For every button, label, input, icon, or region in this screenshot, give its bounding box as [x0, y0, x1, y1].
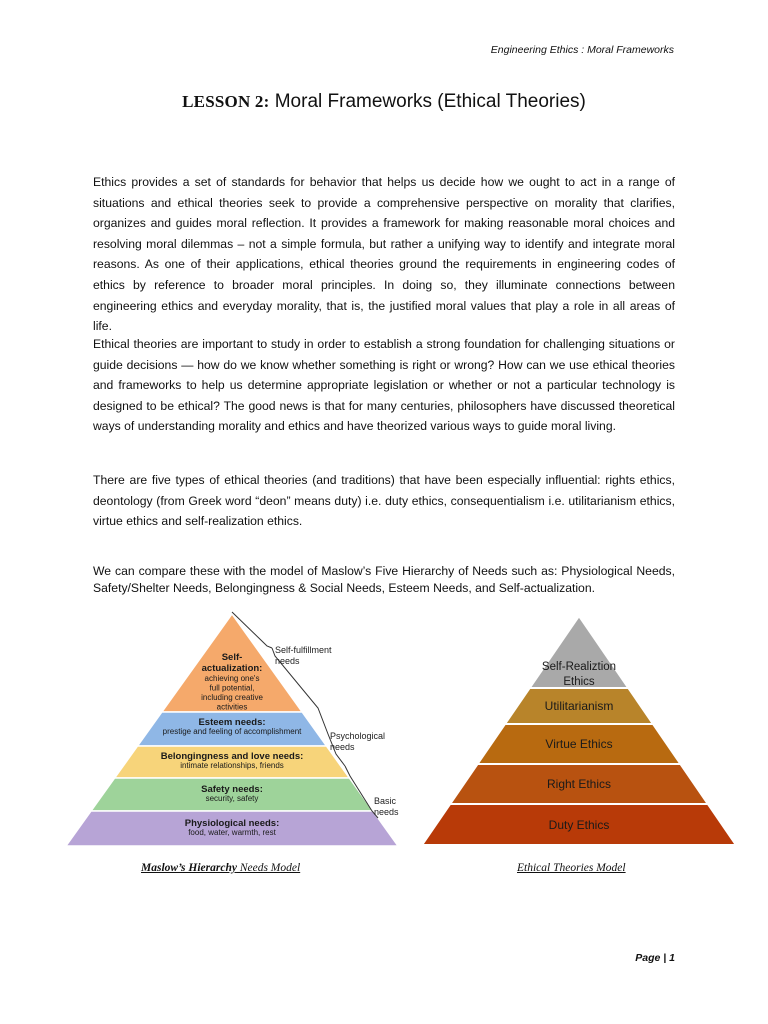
maslow-pyramid-diagram — [60, 606, 405, 848]
ethical-theories-pyramid — [420, 614, 738, 848]
maslow-level-desc: security, safety — [205, 794, 259, 803]
maslow-level-title: actualization: — [201, 663, 263, 674]
maslow-level-desc: including creative — [201, 693, 263, 702]
page-number: Page | 1 — [635, 952, 675, 964]
bracket-label-psychological-2: needs — [330, 742, 355, 752]
maslow-level-title: Esteem needs: — [198, 717, 266, 728]
caption-ethical-theories: Ethical Theories Model — [517, 862, 626, 874]
ethics-level-label: Ethics — [563, 676, 595, 688]
maslow-level-title: Safety needs: — [201, 784, 263, 795]
maslow-level-desc: full potential, — [209, 683, 255, 693]
lesson-label: LESSON 2: — [182, 92, 270, 111]
paragraph-importance: Ethical theories are important to study in order to establish a strong foundation for challenging situations or guide decisions — how do we know whether something is right or wrong? How can we use ethical theories and frameworks to help us determine appropriate legislation or whether or not a particular technology is designed to be ethical? The good news is that for many centuries, philosophers have discussed theoretical ways of understanding morality and ethics and have theorized various ways to guide moral living. — [93, 337, 675, 434]
ethics-level-label: Right Ethics — [546, 777, 612, 791]
maslow-level-desc: activities — [216, 702, 248, 712]
caption-maslow-bold: Maslow’s Hierarchy — [141, 862, 237, 874]
maslow-level-desc: intimate relationships, friends — [180, 761, 284, 770]
maslow-level-title: Self- — [221, 652, 243, 663]
bracket-label-psychological: Psychological — [330, 731, 386, 741]
ethics-level-label: Virtue Ethics — [545, 737, 613, 751]
paragraph-intro: Ethics provides a set of standards for behavior that helps us decide how we ought to act in a range of situations and ethical theories seek to provide a comprehensive perspective on morality that clarifies, organizes and guides moral reflection. It provides a framework for making reasonable moral choices and resolving moral dilemmas – not a simple formula, but rather a unifying way to identify and integrate moral reasons. As one of their applications, ethical theories ground the requirements in engineering codes of ethics by reference to broader moral principles. In doing so, they illuminate connections between engineering ethics and everyday morality, that is, the justified moral values that play a role in all areas of life. — [93, 175, 675, 334]
ethics-level-label: Duty Ethics — [548, 818, 610, 832]
paragraph-five-types: There are five types of ethical theories (and traditions) that have been especially influential: rights ethics, deontology (from Greek word “deon” means duty) i.e. duty ethics, consequentialism i.e. utilitarianism ethics, virtue ethics and self-realization ethics. — [93, 473, 675, 529]
running-header: Engineering Ethics : Moral Frameworks — [490, 44, 674, 56]
bracket-label-self-fulfillment-2: needs — [275, 656, 300, 666]
caption-maslow-rest: Needs Model — [236, 862, 301, 874]
paragraph-maslow-compare: We can compare these with the model of Maslow’s Five Hierarchy of Needs such as: Physiological Needs, Safety/Shelter Needs, Belongingness & Social Needs, Esteem Needs, and Self-actualization. — [93, 564, 675, 595]
page-title — [0, 90, 768, 114]
bracket-label-basic: Basic — [374, 796, 397, 806]
lesson-title: Moral Frameworks (Ethical Theories) — [274, 91, 586, 112]
caption-maslow — [141, 862, 300, 874]
bracket-label-basic-2: needs — [374, 807, 399, 817]
maslow-level-desc: prestige and feeling of accomplishment — [162, 727, 302, 736]
maslow-level-title: Belongingness and love needs: — [160, 751, 304, 762]
maslow-level-desc: food, water, warmth, rest — [188, 828, 276, 837]
maslow-level-desc: achieving one's — [204, 674, 260, 683]
ethics-layers — [422, 616, 736, 845]
maslow-level-title: Physiological needs: — [184, 818, 280, 829]
ethics-level-label: Self-Realiztion — [541, 661, 617, 673]
bracket-label-self-fulfillment: Self-fulfillment — [275, 645, 332, 655]
ethics-level-label: Utilitarianism — [544, 699, 614, 713]
